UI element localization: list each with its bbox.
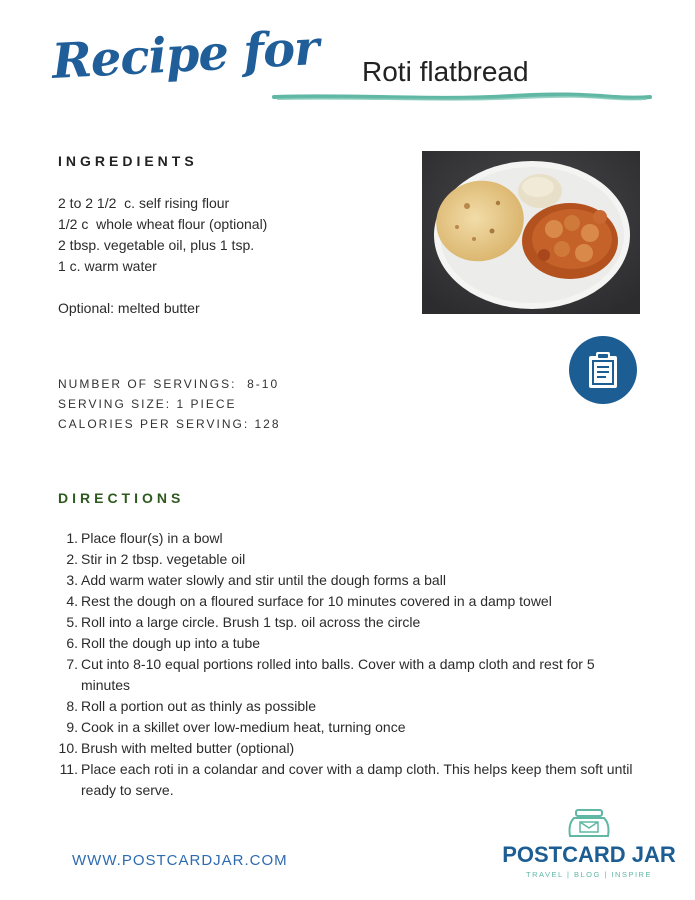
step-text: Stir in 2 tbsp. vegetable oil	[81, 551, 246, 567]
brand-tagline: TRAVEL | BLOG | INSPIRE	[526, 870, 652, 879]
step-text: Roll a portion out as thinly as possible	[81, 698, 317, 714]
direction-step	[0, 654, 640, 696]
direction-step	[0, 570, 640, 591]
directions-list	[0, 528, 640, 801]
ingredient-item: 1/2 c whole wheat flour (optional)	[58, 216, 268, 232]
direction-step	[0, 633, 640, 654]
step-number: 5.	[66, 614, 78, 630]
serving-size: SERVING SIZE: 1 PIECE	[58, 397, 237, 411]
step-number: 2.	[66, 551, 78, 567]
step-text: Roll into a large circle. Brush 1 tsp. oil across the circle	[81, 614, 421, 630]
direction-step	[0, 759, 640, 801]
direction-step	[0, 696, 640, 717]
ingredients-list	[58, 193, 267, 277]
step-text: Cook in a skillet over low-medium heat, turning once	[81, 719, 406, 735]
step-text: Place flour(s) in a bowl	[81, 530, 223, 546]
step-number: 6.	[66, 635, 78, 651]
step-text: Rest the dough on a floured surface for 10 minutes covered in a damp towel	[81, 593, 552, 609]
step-text: Brush with melted butter (optional)	[81, 740, 295, 756]
header-script-text: Recipe for	[50, 20, 320, 90]
roti-plate-photo	[422, 151, 640, 314]
step-text: Roll the dough up into a tube	[81, 635, 261, 651]
recipe-title: Roti flatbread	[362, 56, 529, 87]
step-number: 7.	[66, 656, 78, 672]
servings-count: NUMBER OF SERVINGS: 8-10	[58, 377, 280, 391]
step-text: Cut into 8-10 equal portions rolled into balls. Cover with a damp cloth and rest for 5 minutes	[81, 656, 595, 693]
direction-step	[0, 612, 640, 633]
brand-name: POSTCARD JAR	[502, 842, 676, 867]
direction-step	[0, 591, 640, 612]
optional-ingredient-note: Optional: melted butter	[58, 300, 200, 316]
clipboard-icon	[569, 336, 637, 404]
directions-heading: DIRECTIONS	[58, 490, 185, 506]
step-number: 10.	[58, 740, 78, 756]
nutrition-info	[58, 374, 281, 434]
ingredient-item: 2 tbsp. vegetable oil, plus 1 tsp.	[58, 237, 255, 253]
step-number: 4.	[66, 593, 78, 609]
step-number: 8.	[66, 698, 78, 714]
ingredients-heading: INGREDIENTS	[58, 153, 198, 169]
jar-icon	[570, 810, 609, 836]
step-number: 11.	[59, 761, 78, 777]
step-number: 9.	[66, 719, 78, 735]
title-underline-brushstroke	[272, 88, 652, 108]
step-text: Place each roti in a colandar and cover with a damp cloth. This helps keep them soft until ready to serve.	[81, 761, 633, 798]
step-text: Add warm water slowly and stir until the dough forms a ball	[81, 572, 446, 588]
direction-step	[0, 738, 640, 759]
ingredient-item: 2 to 2 1/2 c. self rising flour	[58, 195, 230, 211]
direction-step	[0, 549, 640, 570]
direction-step	[0, 717, 640, 738]
step-number: 1.	[66, 530, 78, 546]
ingredient-item: 1 c. warm water	[58, 258, 157, 274]
direction-step	[0, 528, 640, 549]
calories-per-serving: CALORIES PER SERVING: 128	[58, 417, 281, 431]
step-number: 3.	[66, 572, 78, 588]
website-link[interactable]: WWW.POSTCARDJAR.COM	[72, 852, 288, 869]
postcard-jar-logo	[502, 806, 676, 884]
